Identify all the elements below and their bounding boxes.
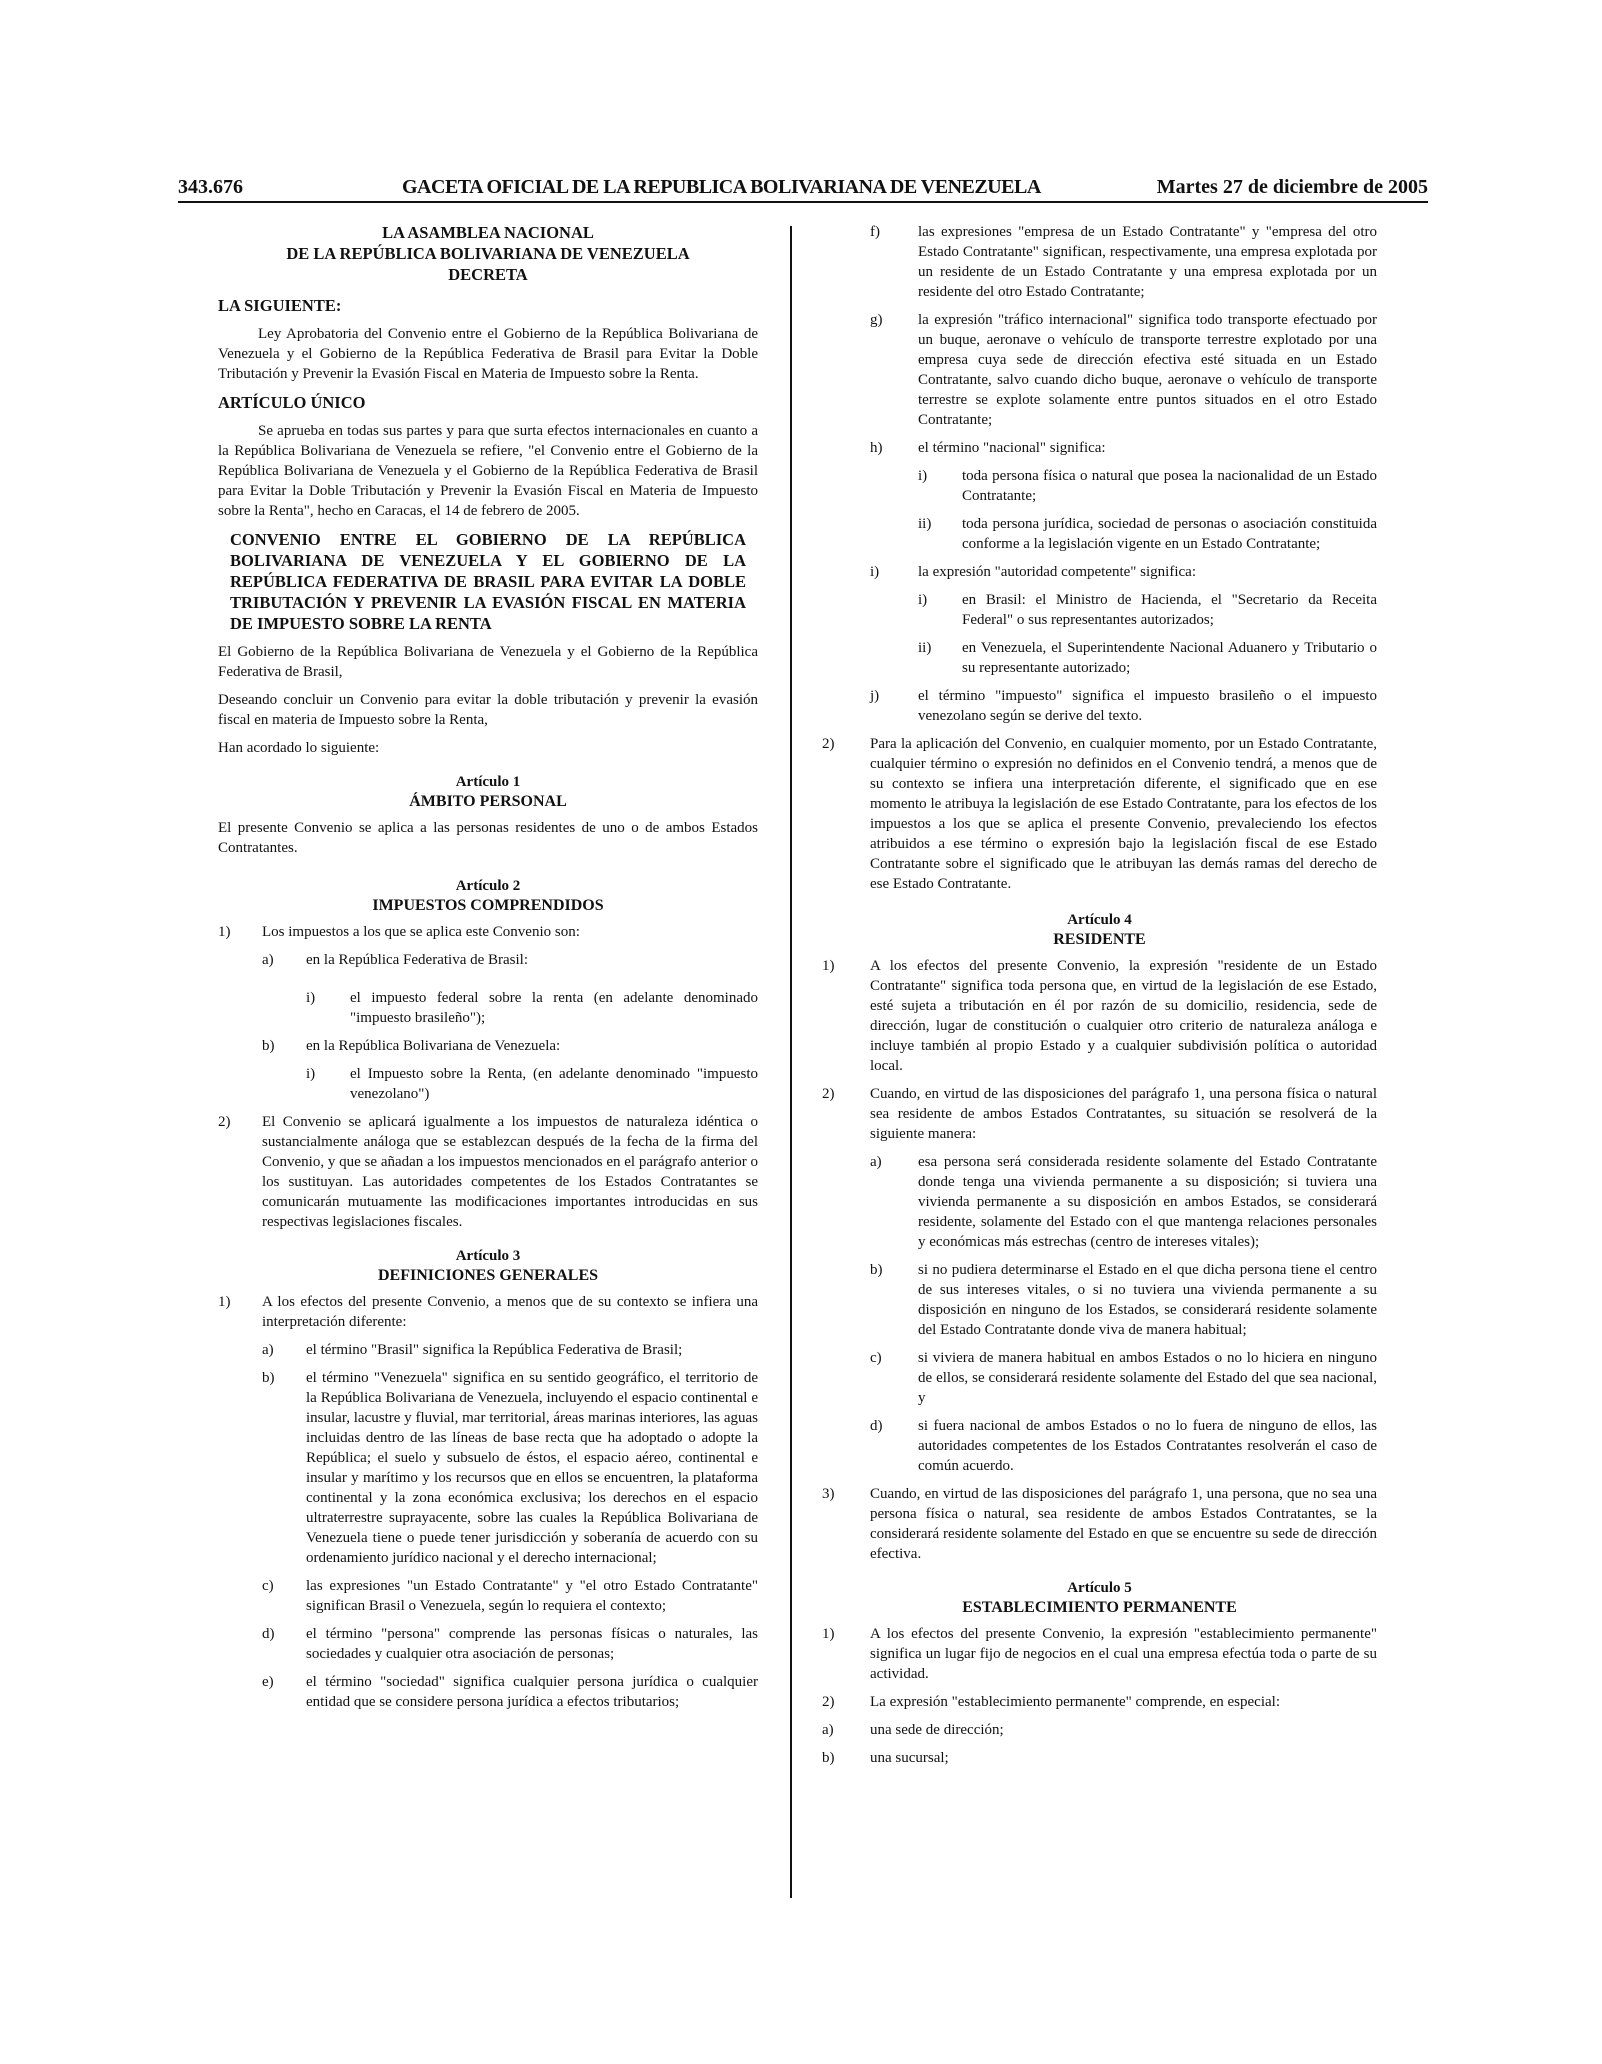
article-heading [822, 910, 1377, 950]
convenio-title: CONVENIO ENTRE EL GOBIERNO DE LA REPÚBLICA BOLIVARIANA DE VENEZUELA Y EL GOBIERNO DE LA REPÚBLICA FEDERATIVA DE BRASIL PARA EVITAR LA DOBLE TRIBUTACIÓN Y PREVENIR LA EVASIÓN FISCAL EN MATERIA DE IMPUESTO SOBRE LA RENTA [230, 530, 746, 633]
list-item: a) en la República Federativa de Brasil: [262, 952, 529, 968]
page-number: 343.676 [178, 176, 243, 198]
article-name: RESIDENTE [1053, 931, 1146, 948]
right-column [822, 222, 1377, 1776]
list-item: i) el impuesto federal sobre la renta (en adelante denominado "impuesto brasileño"); [306, 990, 758, 1026]
gazette-header [178, 176, 1428, 202]
list-item: c) si viviera de manera habitual en ambos Estados o no lo hiciera en ninguno de ellos, se considerará residente solamente del Estado del que sea nacional, y [870, 1350, 1377, 1406]
list-item: e) el término "sociedad" significa cualquier persona jurídica o cualquier entidad que se considere persona jurídica a efectos tributarios; [262, 1674, 758, 1710]
header-rule [178, 201, 1428, 203]
list-item: a) esa persona será considerada residente solamente del Estado Contratante donde tenga una vivienda permanente a su disposición; si tuviera una vivienda permanente a su disposición en ambos Estados, se considerará residente, solamente del Estado con el que mantenga relaciones personales y económicas más estrechas (centro de intereses vitales); [870, 1154, 1377, 1250]
unico-text: Se aprueba en todas sus partes y para que surta efectos internacionales en cuanto a la República Bolivariana de Venezuela se refiere, "el Convenio entre el Gobierno de la República Bolivariana de Venezuela y el Gobierno de la República Federativa de Brasil para Evitar la Doble Tributación y Prevenir la Evasión Fiscal en Materia de Impuesto sobre la Renta", hecho en Caracas, el 14 de febrero de 2005. [218, 423, 758, 519]
article-number: Artículo 1 [455, 774, 521, 790]
article-name: IMPUESTOS COMPRENDIDOS [372, 897, 604, 914]
article-number: Artículo 5 [1067, 1580, 1132, 1596]
list-item: 1) A los efectos del presente Convenio, a menos que de su contexto se infiera una interpretación diferente: [218, 1294, 758, 1330]
article-name: ÁMBITO PERSONAL [409, 793, 567, 810]
list-item: a) el término "Brasil" significa la República Federativa de Brasil; [262, 1342, 683, 1358]
column-divider [790, 226, 792, 1898]
list-item: 2) Para la aplicación del Convenio, en cualquier momento, por un Estado Contratante, cualquier término o expresión no definidos en el Convenio tendrá, a menos que de su contexto se infiera una interpretación diferente, el significado que en ese momento le atribuya la legislación de ese Estado Contratante, para los efectos de los impuestos a los que se aplica el presente Convenio, prevaleciendo los efectos atribuidos a ese término o expresión bajo la legislación fiscal de ese Estado Contratante sobre el significado que le atribuyan las demás ramas del derecho de ese Estado Contratante. [822, 736, 1377, 892]
article-heading [822, 1578, 1377, 1618]
decree-line: LA ASAMBLEA NACIONAL [382, 223, 594, 242]
gazette-title: GACETA OFICIAL DE LA REPUBLICA BOLIVARIANA DE VENEZUELA [402, 176, 1041, 198]
list-item: 1) A los efectos del presente Convenio, la expresión "establecimiento permanente" significa un lugar fijo de negocios en el cual una empresa efectúa toda o parte de su actividad. [822, 1626, 1377, 1682]
list-item: g) la expresión "tráfico internacional" significa todo transporte efectuado por un buque, aeronave o vehículo de transporte terrestre explotado por una empresa cuya sede de dirección efectiva esté situada en un Estado Contratante, salvo cuando dicho buque, aeronave o vehículo de transporte terrestre se explote solamente entre puntos situados en el otro Estado Contratante; [870, 312, 1377, 428]
siguiente-title: LA SIGUIENTE: [218, 296, 342, 315]
list-item: 2) La expresión "establecimiento permanente" comprende, en especial: [822, 1694, 1280, 1710]
list-item: d) si fuera nacional de ambos Estados o no lo fuera de ninguno de ellos, las autoridades competentes de los Estados Contratantes resolverán el caso de común acuerdo. [870, 1418, 1377, 1474]
article-number: Artículo 3 [455, 1248, 521, 1264]
decree-line: DE LA REPÚBLICA BOLIVARIANA DE VENEZUELA [286, 244, 690, 263]
intro-paragraph: El Gobierno de la República Bolivariana de Venezuela y el Gobierno de la República Federativa de Brasil, [218, 644, 758, 680]
list-item: 1) Los impuestos a los que se aplica este Convenio son: [218, 924, 580, 940]
list-item: 1) A los efectos del presente Convenio, la expresión "residente de un Estado Contratante" significa toda persona que, en virtud de la legislación de ese Estado, esté sujeta a tributación en él por razón de su domicilio, residencia, sede de dirección, lugar de constitución o cualquier otro criterio de naturaleza análoga e incluye también al propio Estado y a cualquier subdivisión política o autoridad local. [822, 958, 1377, 1074]
list-item: d) el término "persona" comprende las personas físicas o naturales, las sociedades y cualquier otra asociación de personas; [262, 1626, 758, 1662]
list-item: i) toda persona física o natural que posea la nacionalidad de un Estado Contratante; [918, 468, 1377, 504]
list-item: 2) El Convenio se aplicará igualmente a los impuestos de naturaleza idéntica o sustancialmente análoga que se establezcan después de la fecha de la firma del Convenio, y que se añadan a los impuestos mencionados en el parágrafo anterior o los sustituyan. Las autoridades competentes de los Estados Contratantes se comunicarán mutuamente las modificaciones importantes introducidas en sus respectivas legislaciones fiscales. [218, 1114, 758, 1230]
article-number: Artículo 4 [1067, 912, 1132, 928]
article-heading [218, 1246, 758, 1286]
article-name: DEFINICIONES GENERALES [377, 1267, 599, 1284]
decree-heading [218, 222, 758, 285]
list-item: h) el término "nacional" significa: [870, 440, 1106, 456]
list-item: 3) Cuando, en virtud de las disposiciones del parágrafo 1, una persona, que no sea una persona física o natural, sea residente de ambos Estados Contratantes, se la considerará residente solamente del Estado en que se encuentre su sede de dirección efectiva. [822, 1486, 1377, 1562]
list-item: i) el Impuesto sobre la Renta, (en adelante denominado "impuesto venezolano") [306, 1066, 758, 1102]
list-item: i) la expresión "autoridad competente" significa: [870, 564, 1196, 580]
list-item: a) una sede de dirección; [822, 1722, 1004, 1738]
intro-paragraph: Deseando concluir un Convenio para evitar la doble tributación y prevenir la evasión fiscal en materia de Impuesto sobre la Renta, [218, 692, 758, 728]
list-item: j) el término "impuesto" significa el impuesto brasileño o el impuesto venezolano según se derive del texto. [870, 688, 1377, 724]
left-column [218, 222, 758, 1720]
list-item: b) en la República Bolivariana de Venezuela: [262, 1038, 561, 1054]
article-number: Artículo 2 [455, 878, 521, 894]
siguiente-text: Ley Aprobatoria del Convenio entre el Gobierno de la República Bolivariana de Venezuela y el Gobierno de la República Federativa de Brasil para Evitar la Doble Tributación y Prevenir la Evasión Fiscal en Materia de Impuesto sobre la Renta. [218, 326, 758, 382]
list-item: 2) Cuando, en virtud de las disposiciones del parágrafo 1, una persona física o natural sea residente de ambos Estados Contratantes, su situación se resolverá de la siguiente manera: [822, 1086, 1377, 1142]
list-item: ii) toda persona jurídica, sociedad de personas o asociación constituida conforme a la legislación vigente en un Estado Contratante; [918, 516, 1377, 552]
article-name: ESTABLECIMIENTO PERMANENTE [962, 1599, 1237, 1616]
article-heading [218, 876, 758, 916]
article-text: El presente Convenio se aplica a las personas residentes de uno o de ambos Estados Contratantes. [218, 820, 758, 856]
list-item: b) el término "Venezuela" significa en su sentido geográfico, el territorio de la República Bolivariana de Venezuela, incluyendo el espacio continental e insular, lacustre y fluvial, mar territorial, áreas marinas interiores, las aguas incluidas dentro de las líneas de base recta que ha adoptado o adopte la República; el suelo y subsuelo de éstos, el espacio aéreo, continental e insular y marítimo y los recursos que en ellos se encuentren, la plataforma continental y la zona económica exclusiva; los derechos en el espacio ultraterrestre suprayacente, sobre las cuales la República Bolivariana de Venezuela tiene o puede tener jurisdicción y soberanía de acuerdo con su ordenamiento jurídico nacional y el derecho internacional; [262, 1370, 758, 1566]
list-item: c) las expresiones "un Estado Contratante" y "el otro Estado Contratante" significan Brasil o Venezuela, según lo requiera el contexto; [262, 1578, 758, 1614]
list-item: b) una sucursal; [822, 1750, 949, 1766]
issue-date: Martes 27 de diciembre de 2005 [1156, 176, 1428, 198]
list-item: ii) en Venezuela, el Superintendente Nacional Aduanero y Tributario o su representante autorizado; [918, 640, 1377, 676]
intro-paragraph: Han acordado lo siguiente: [218, 740, 380, 756]
list-item: b) si no pudiera determinarse el Estado en el que dicha persona tiene el centro de sus intereses vitales, o si no tuviera una vivienda permanente a su disposición en ninguno de los Estados, se considerará residente solamente del Estado Contratante donde viva de manera habitual; [870, 1262, 1377, 1338]
decree-line: DECRETA [448, 265, 528, 284]
article-heading [218, 772, 758, 812]
list-item: i) en Brasil: el Ministro de Hacienda, el "Secretario da Receita Federal" o sus representantes autorizados; [918, 592, 1377, 628]
list-item: f) las expresiones "empresa de un Estado Contratante" y "empresa del otro Estado Contratante" significan, respectivamente, una empresa explotada por un residente de un Estado Contratante y una empresa explotada por un residente del otro Estado Contratante; [870, 224, 1377, 300]
unico-title: ARTÍCULO ÚNICO [218, 393, 366, 412]
